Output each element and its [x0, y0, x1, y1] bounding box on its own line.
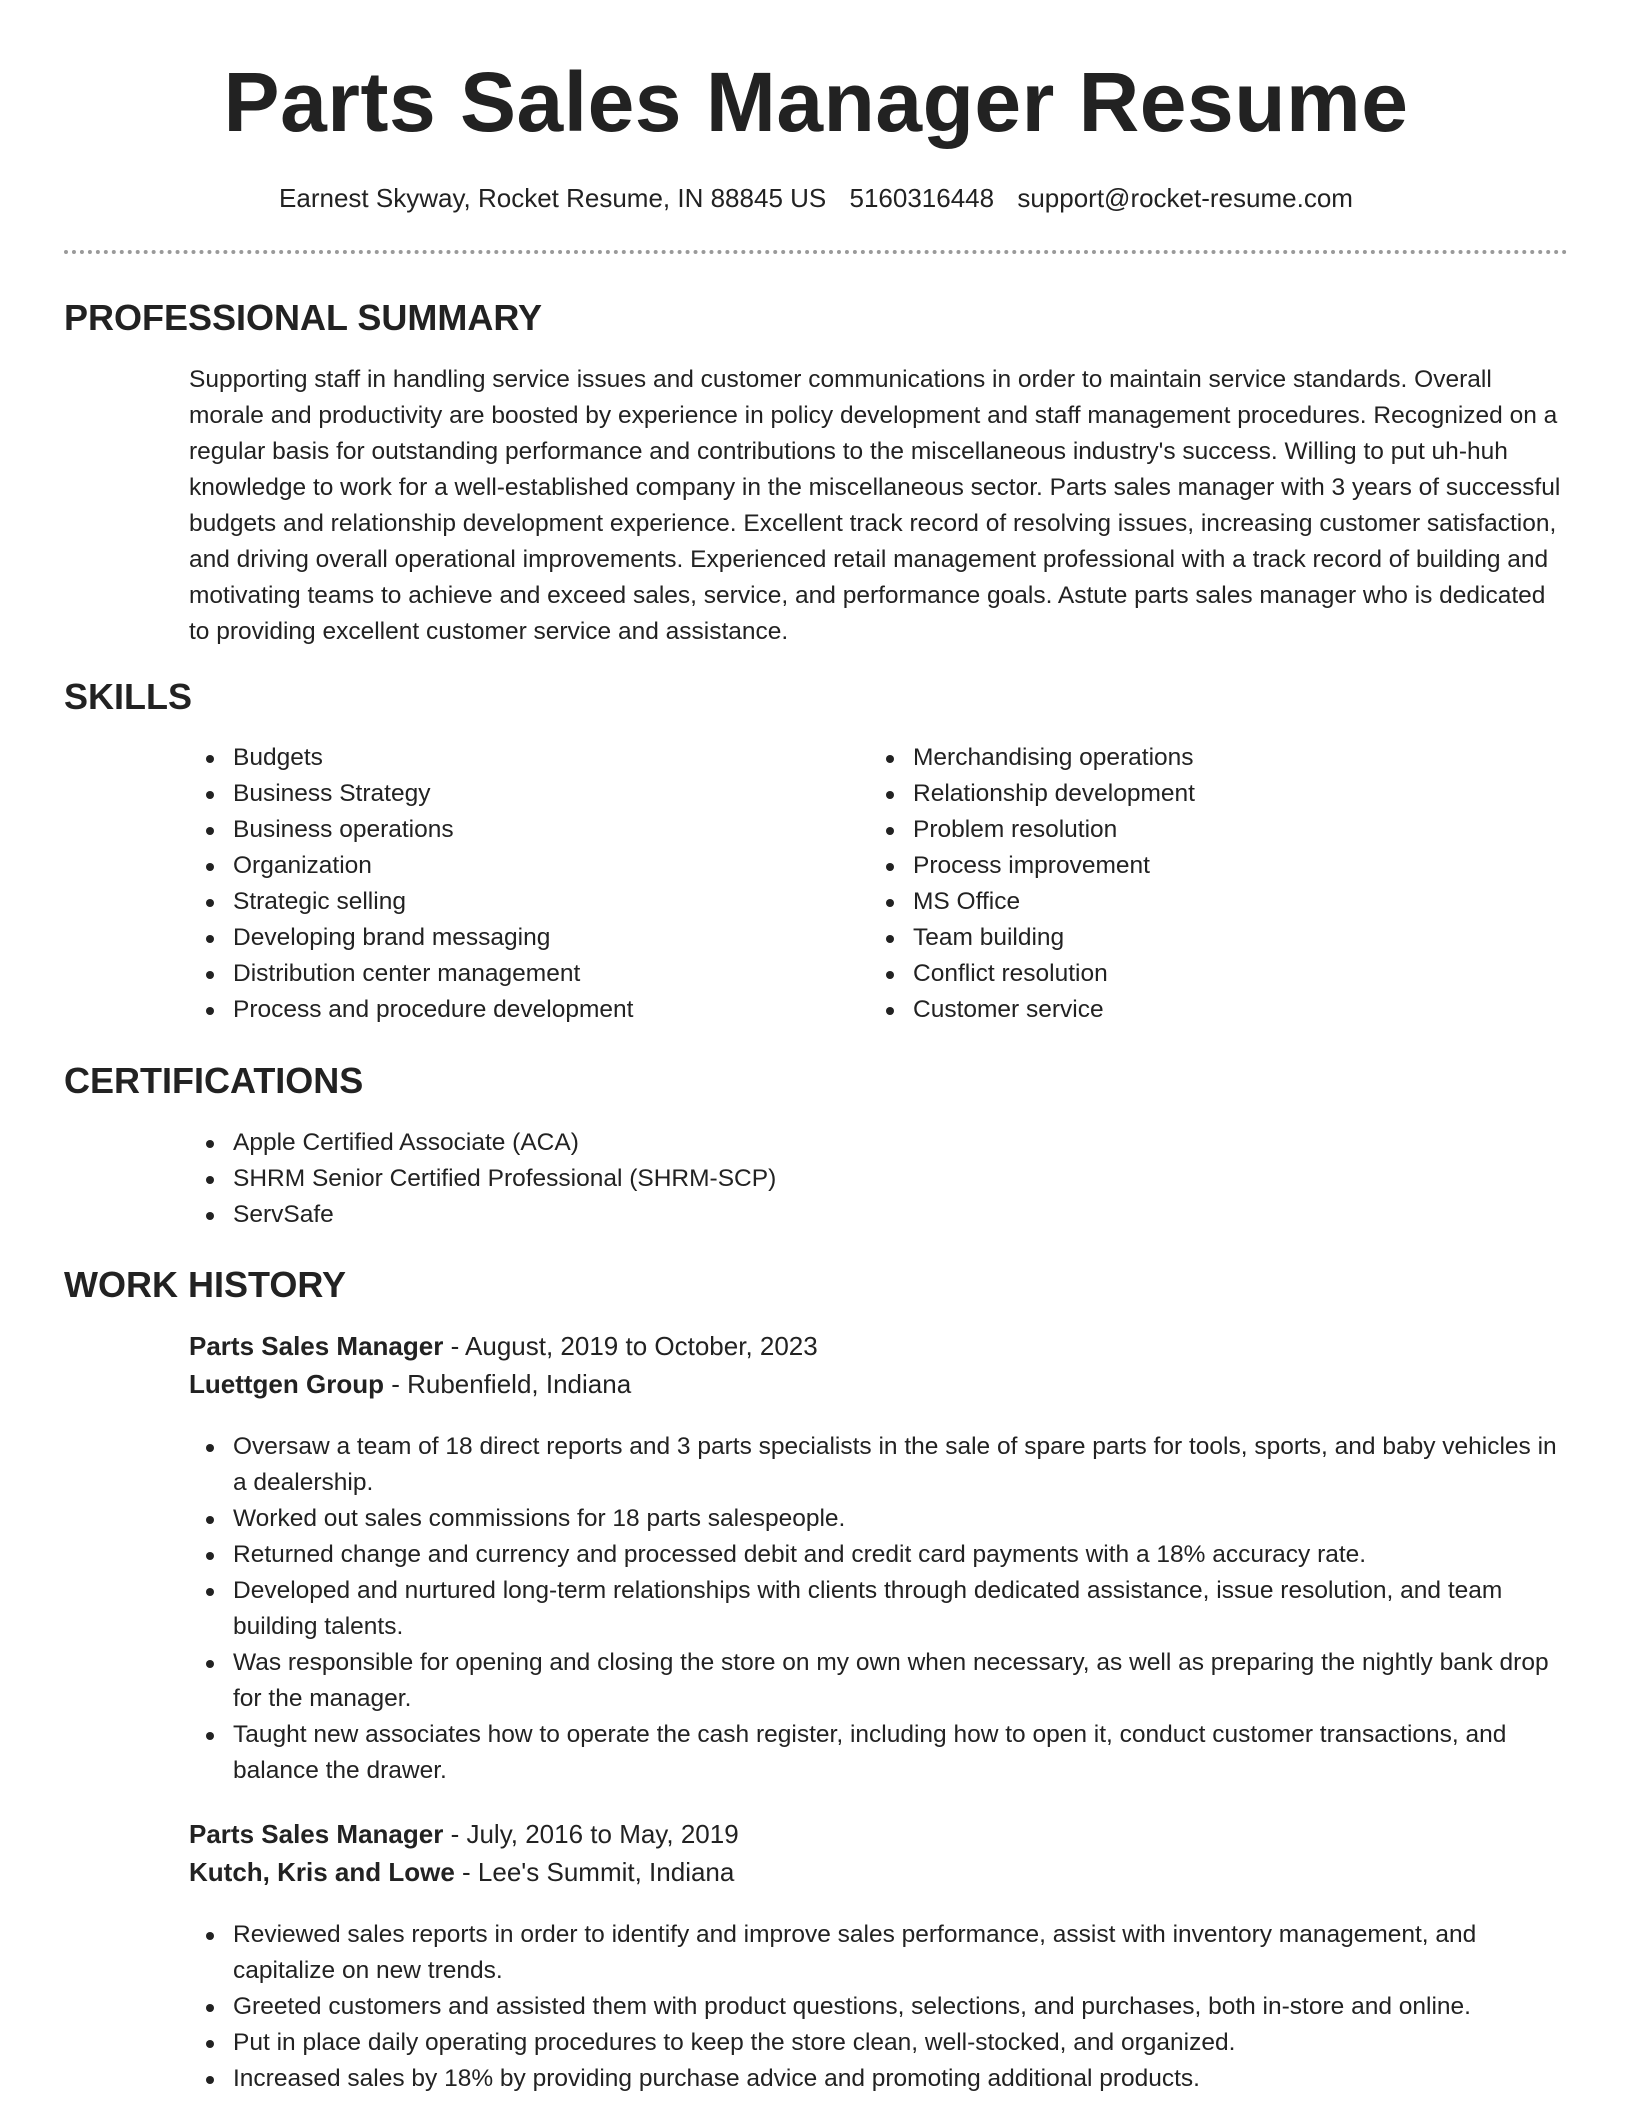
job-company-line: [189, 1365, 631, 1403]
job-bullet: Increased sales by 18% by providing purchase advice and promoting additional products.: [189, 2061, 1569, 2097]
contact-phone: 5160316448: [849, 183, 995, 213]
contact-line: [0, 178, 1632, 218]
skill-item: Business Strategy: [189, 776, 829, 812]
certifications-heading: CERTIFICATIONS: [64, 1060, 364, 1101]
skill-item: Strategic selling: [189, 884, 829, 920]
job-company-line: [189, 1853, 734, 1891]
job-title-line: [189, 1327, 818, 1365]
skill-item: Process improvement: [869, 848, 1509, 884]
job-title: Parts Sales Manager: [189, 1331, 444, 1361]
skill-item: Problem resolution: [869, 812, 1509, 848]
skill-item: Process and procedure development: [189, 992, 829, 1028]
job-company: Kutch, Kris and Lowe: [189, 1857, 455, 1887]
skill-item: Relationship development: [869, 776, 1509, 812]
skill-item: Conflict resolution: [869, 956, 1509, 992]
summary-heading: PROFESSIONAL SUMMARY: [64, 297, 543, 338]
job-bullet: Reviewed sales reports in order to identify and improve sales performance, assist with inventory management, and capitalize on new trends.: [189, 1917, 1569, 1989]
skill-item: Budgets: [189, 740, 829, 776]
job-bullet: Was responsible for opening and closing the store on my own when necessary, as well as preparing the nightly bank drop for the manager.: [189, 1645, 1569, 1717]
skill-item: Team building: [869, 920, 1509, 956]
certifications-list: [189, 1125, 1569, 1233]
job-bullets: [189, 1429, 1569, 1789]
job-bullet: Developed and nurtured long-term relationships with clients through dedicated assistance, issue resolution, and team building talents.: [189, 1573, 1569, 1645]
job-dates: - August, 2019 to October, 2023: [443, 1331, 818, 1361]
job-title-line: [189, 1815, 739, 1853]
skill-item: Developing brand messaging: [189, 920, 829, 956]
job-bullet: Oversaw a team of 18 direct reports and 3 parts specialists in the sale of spare parts for tools, sports, and baby vehicles in a dealership.: [189, 1429, 1569, 1501]
job-bullet: Returned change and currency and processed debit and credit card payments with a 18% accuracy rate.: [189, 1537, 1569, 1573]
job-bullet: Worked out sales commissions for 18 parts salespeople.: [189, 1501, 1569, 1537]
job-bullet: Taught new associates how to operate the cash register, including how to open it, conduct customer transactions, and balance the drawer.: [189, 1717, 1569, 1789]
job-title: Parts Sales Manager: [189, 1819, 444, 1849]
summary-text: Supporting staff in handling service issues and customer communications in order to maintain service standards. Overall morale and productivity are boosted by experience in policy development and staff management procedures. Recognized on a regular basis for outstanding performance and contributions to the miscellaneous industry's success. Willing to put uh-huh knowledge to work for a well-established company in the miscellaneous sector. Parts sales manager with 3 years of successful budgets and relationship development experience. Excellent track record of resolving issues, increasing customer satisfaction, and driving overall operational improvements. Experienced retail management professional with a track record of building and motivating teams to achieve and exceed sales, service, and performance goals. Astute parts sales manager who is dedicated to providing excellent customer service and assistance.: [189, 366, 1561, 645]
resume-title: Parts Sales Manager Resume: [223, 55, 1409, 149]
skill-item: Merchandising operations: [869, 740, 1509, 776]
skill-item: MS Office: [869, 884, 1509, 920]
skill-item: Organization: [189, 848, 829, 884]
job-location: - Rubenfield, Indiana: [383, 1369, 632, 1399]
job-bullet: Put in place daily operating procedures to keep the store clean, well-stocked, and organized.: [189, 2025, 1569, 2061]
certification-item: ServSafe: [189, 1197, 1569, 1233]
contact-address: Earnest Skyway, Rocket Resume, IN 88845 US: [279, 183, 827, 213]
skills-list-right: [869, 740, 1509, 1028]
certification-item: Apple Certified Associate (ACA): [189, 1125, 1569, 1161]
certification-item: SHRM Senior Certified Professional (SHRM-SCP): [189, 1161, 1569, 1197]
job-dates: - July, 2016 to May, 2019: [443, 1819, 739, 1849]
job-company: Luettgen Group: [189, 1369, 384, 1399]
skill-item: Business operations: [189, 812, 829, 848]
skills-heading: SKILLS: [64, 676, 193, 717]
work-history-heading: WORK HISTORY: [64, 1264, 347, 1305]
skill-item: Distribution center management: [189, 956, 829, 992]
skill-item: Customer service: [869, 992, 1509, 1028]
header-divider: [64, 250, 1568, 254]
job-bullets: [189, 1917, 1569, 2097]
job-bullet: Greeted customers and assisted them with product questions, selections, and purchases, both in-store and online.: [189, 1989, 1569, 2025]
contact-email: support@rocket-resume.com: [1017, 183, 1353, 213]
job-location: - Lee's Summit, Indiana: [454, 1857, 735, 1887]
skills-list-left: [189, 740, 829, 1028]
